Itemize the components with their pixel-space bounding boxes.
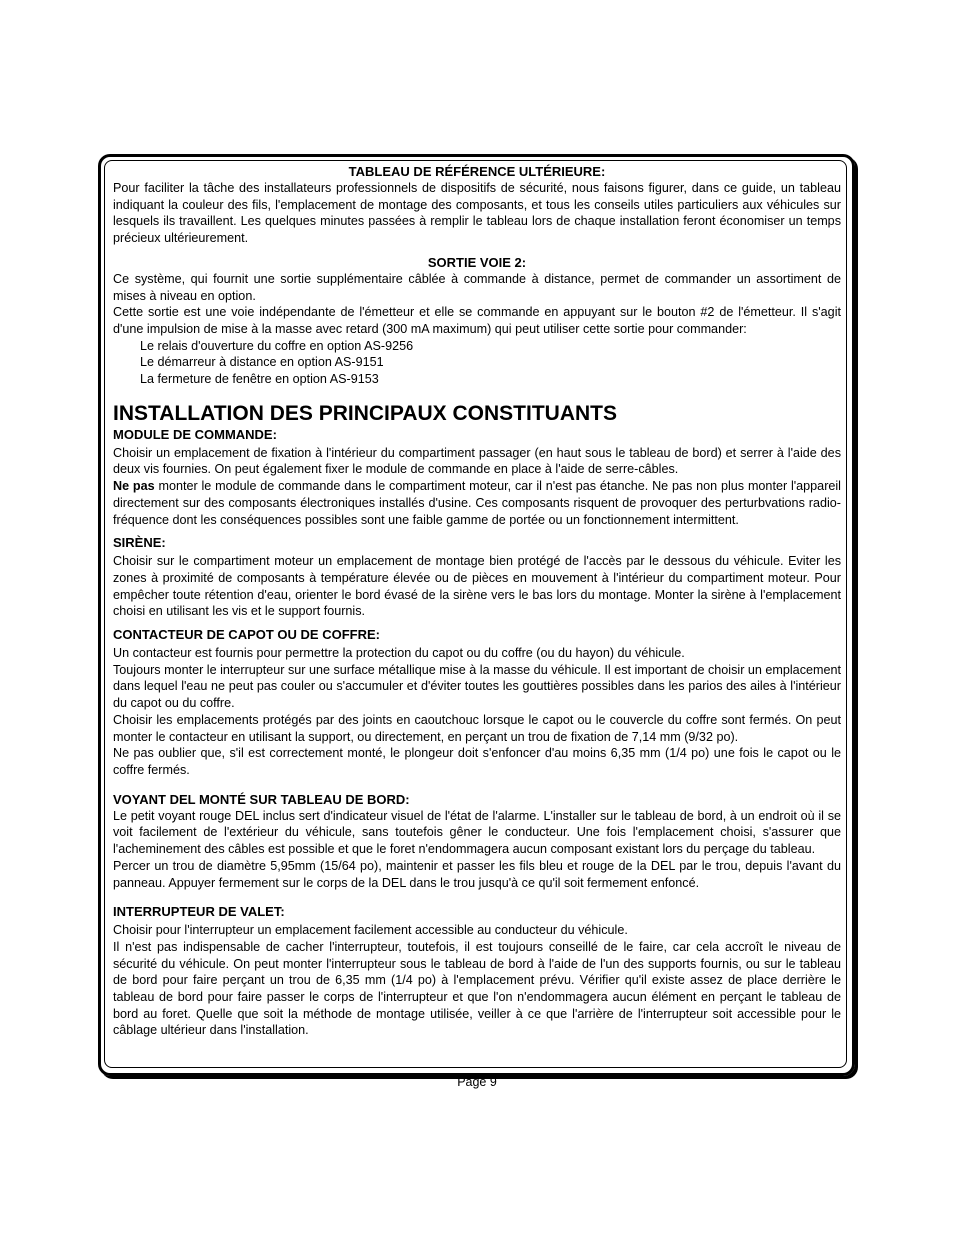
main-content (113, 164, 841, 1039)
hood-switch-paragraph-4: Ne pas oublier que, s'il est correctement monté, le plongeur doit s'enfoncer d'au moins 6,35 mm (1/4 po) une fois le capot ou le coffre fermés. (113, 746, 841, 777)
hood-switch-paragraph-3: Choisir les emplacements protégés par des joints en caoutchouc lorsque le capot ou le couvercle du coffre sont fermés. On peut monter le contacteur en utilisant la support, ou directement, en perçant un trou de fixation de 7,14 mm (9/32 po). (113, 712, 841, 744)
channel2-paragraph-1: Ce système, qui fournit une sortie supplémentaire câblée à commande à distance, permet de commander un assortiment de mises à niveau en option. (113, 271, 841, 303)
led-paragraph-1: Le petit voyant rouge DEL inclus sert d'indicateur visuel de l'état de l'alarme. L'installer sur le tableau de bord, à un endroit où il se voit facilement de l'extérieur du véhicule, sans toutefois gêner le conducteur. Une fois l'emplacement choisi, s'assurer que l'acheminement des câbles est possible et que le foret n'endommagera aucun composant existant lors du perçage du tableau. (113, 808, 841, 857)
control-module-heading: MODULE DE COMMANDE: (113, 426, 277, 442)
channel2-heading: SORTIE VOIE 2: (427, 254, 527, 270)
hood-switch-paragraph-1: Un contacteur est fournis pour permettre la protection du capot ou du coffre (ou du hayon) du véhicule. (113, 646, 685, 661)
led-paragraph-2: Percer un trou de diamètre 5,95mm (15/64 po), maintenir et passer les fils bleu et rouge de la DEL par le trou, depuis l'avant du panneau. Appuyer fermement sur le corps de la DEL dans le trou jusqu'à ce qu'il soit fermement enfoncé. (113, 858, 841, 890)
siren-paragraph: Choisir sur le compartiment moteur un emplacement de montage bien protégé de l'accès par le dessous du véhicule. Eviter les zones à proximité de composants à température élevée ou de pièces en mouvement à l'intérieur du compartiment moteur. Pour empêcher toute rétention d'eau, orienter le bord évasé de la sirène vers le bas lors du montage. Monter la sirène à l'emplacement choisi en utilisant les vis et le support fournis. (113, 554, 841, 619)
hood-switch-paragraph-2: Toujours monter le interrupteur sur une surface métallique mise à la masse du véhicule. Il est important de choisir un emplacement dans lequel l'eau ne peut pas couler ou s'accumuler et d'éviter toutes les gouttières possibles dans les parios des ailes à l'intérieur du capot ou du coffre. (113, 662, 841, 711)
channel2-paragraph-2: Cette sortie est une voie indépendante de l'émetteur et elle se commande en appuyant sur le bouton #2 de l'émetteur. Il s'agit d'une impulsion de mise à la masse avec retard (300 mA maximum) qui peut utiliser cette sortie pour commander: (113, 305, 841, 336)
valet-paragraph-2: Il n'est pas indispensable de cacher l'interrupteur, toutefois, il est toujours conseillé de le faire, car cela accroît le niveau de sécurité du véhicule. On peut monter l'interrupteur sous le tableau de bord à l'aide de l'un des supports fournis, ou sur le tableau de bord pour faire perçant un trou de 6,35 mm (1/4 po) à l'emplacement prévu. Vérifier qu'il existe assez de place derrière le tableau de bord pour faire passer le corps de l'interrupteur et que l'on n'endommagera aucun élément en perçant le tableau de bord au foret. Quelle que soit la méthode de montage utilisée, veiller à ce que l'arrière de l'interrupteur soit accessible pour le câblage ultérieur dans l'installation. (113, 939, 841, 1038)
valet-heading: INTERRUPTEUR DE VALET: (113, 904, 285, 920)
page-number: Page 9 (457, 1075, 497, 1089)
ref-table-body: Pour faciliter la tâche des installateurs professionnels de dispositifs de sécurité, nous faisons figurer, dans ce guide, un tableau indiquant la couleur des fils, l'emplacement de montage des composants, et tous les conseils utiles particuliers aux véhicules sur lesquels ils travaillent. Les quelques minutes passées à remplir le tableau lors de chaque installation feront économiser un temps précieux ultérieurement. (113, 181, 841, 246)
channel2-item: Le démarreur à distance en option AS-9151 (140, 355, 384, 370)
channel2-item: La fermeture de fenêtre en option AS-9153 (140, 372, 379, 387)
siren-heading: SIRÈNE: (113, 535, 166, 551)
control-module-warning: Ne pas (113, 479, 155, 494)
control-module-paragraph-1: Choisir un emplacement de fixation à l'intérieur du compartiment passager (en haut sous le tableau de bord) et serrer à l'aide des deux vis fournies. On peut également fixer le module de commande en place à l'aide de serre-câbles. (113, 445, 841, 477)
channel2-item: Le relais d'ouverture du coffre en option AS-9256 (140, 338, 414, 353)
install-heading: INSTALLATION DES PRINCIPAUX CONSTITUANTS (113, 401, 617, 425)
hood-switch-heading: CONTACTEUR DE CAPOT OU DE COFFRE: (113, 627, 380, 643)
control-module-paragraph-2: Ne pas monter le module de commande dans le compartiment moteur, car il n'est pas étanche. Ne pas non plus monter l'appareil directement sur des composants électroniques installés d'usine. Ces composants risquent de provoquer des perturbvations radio-fréquence dont les conséquences possibles sont une faible gamme de portée ou un fonctionnement intermittent. (113, 479, 841, 527)
led-heading: VOYANT DEL MONTÉ SUR TABLEAU DE BORD: (113, 791, 410, 807)
ref-table-heading: TABLEAU DE RÉFÉRENCE ULTÉRIEURE: (348, 164, 606, 179)
valet-paragraph-1: Choisir pour l'interrupteur un emplacement facilement accessible au conducteur du véhicule. (113, 923, 628, 938)
